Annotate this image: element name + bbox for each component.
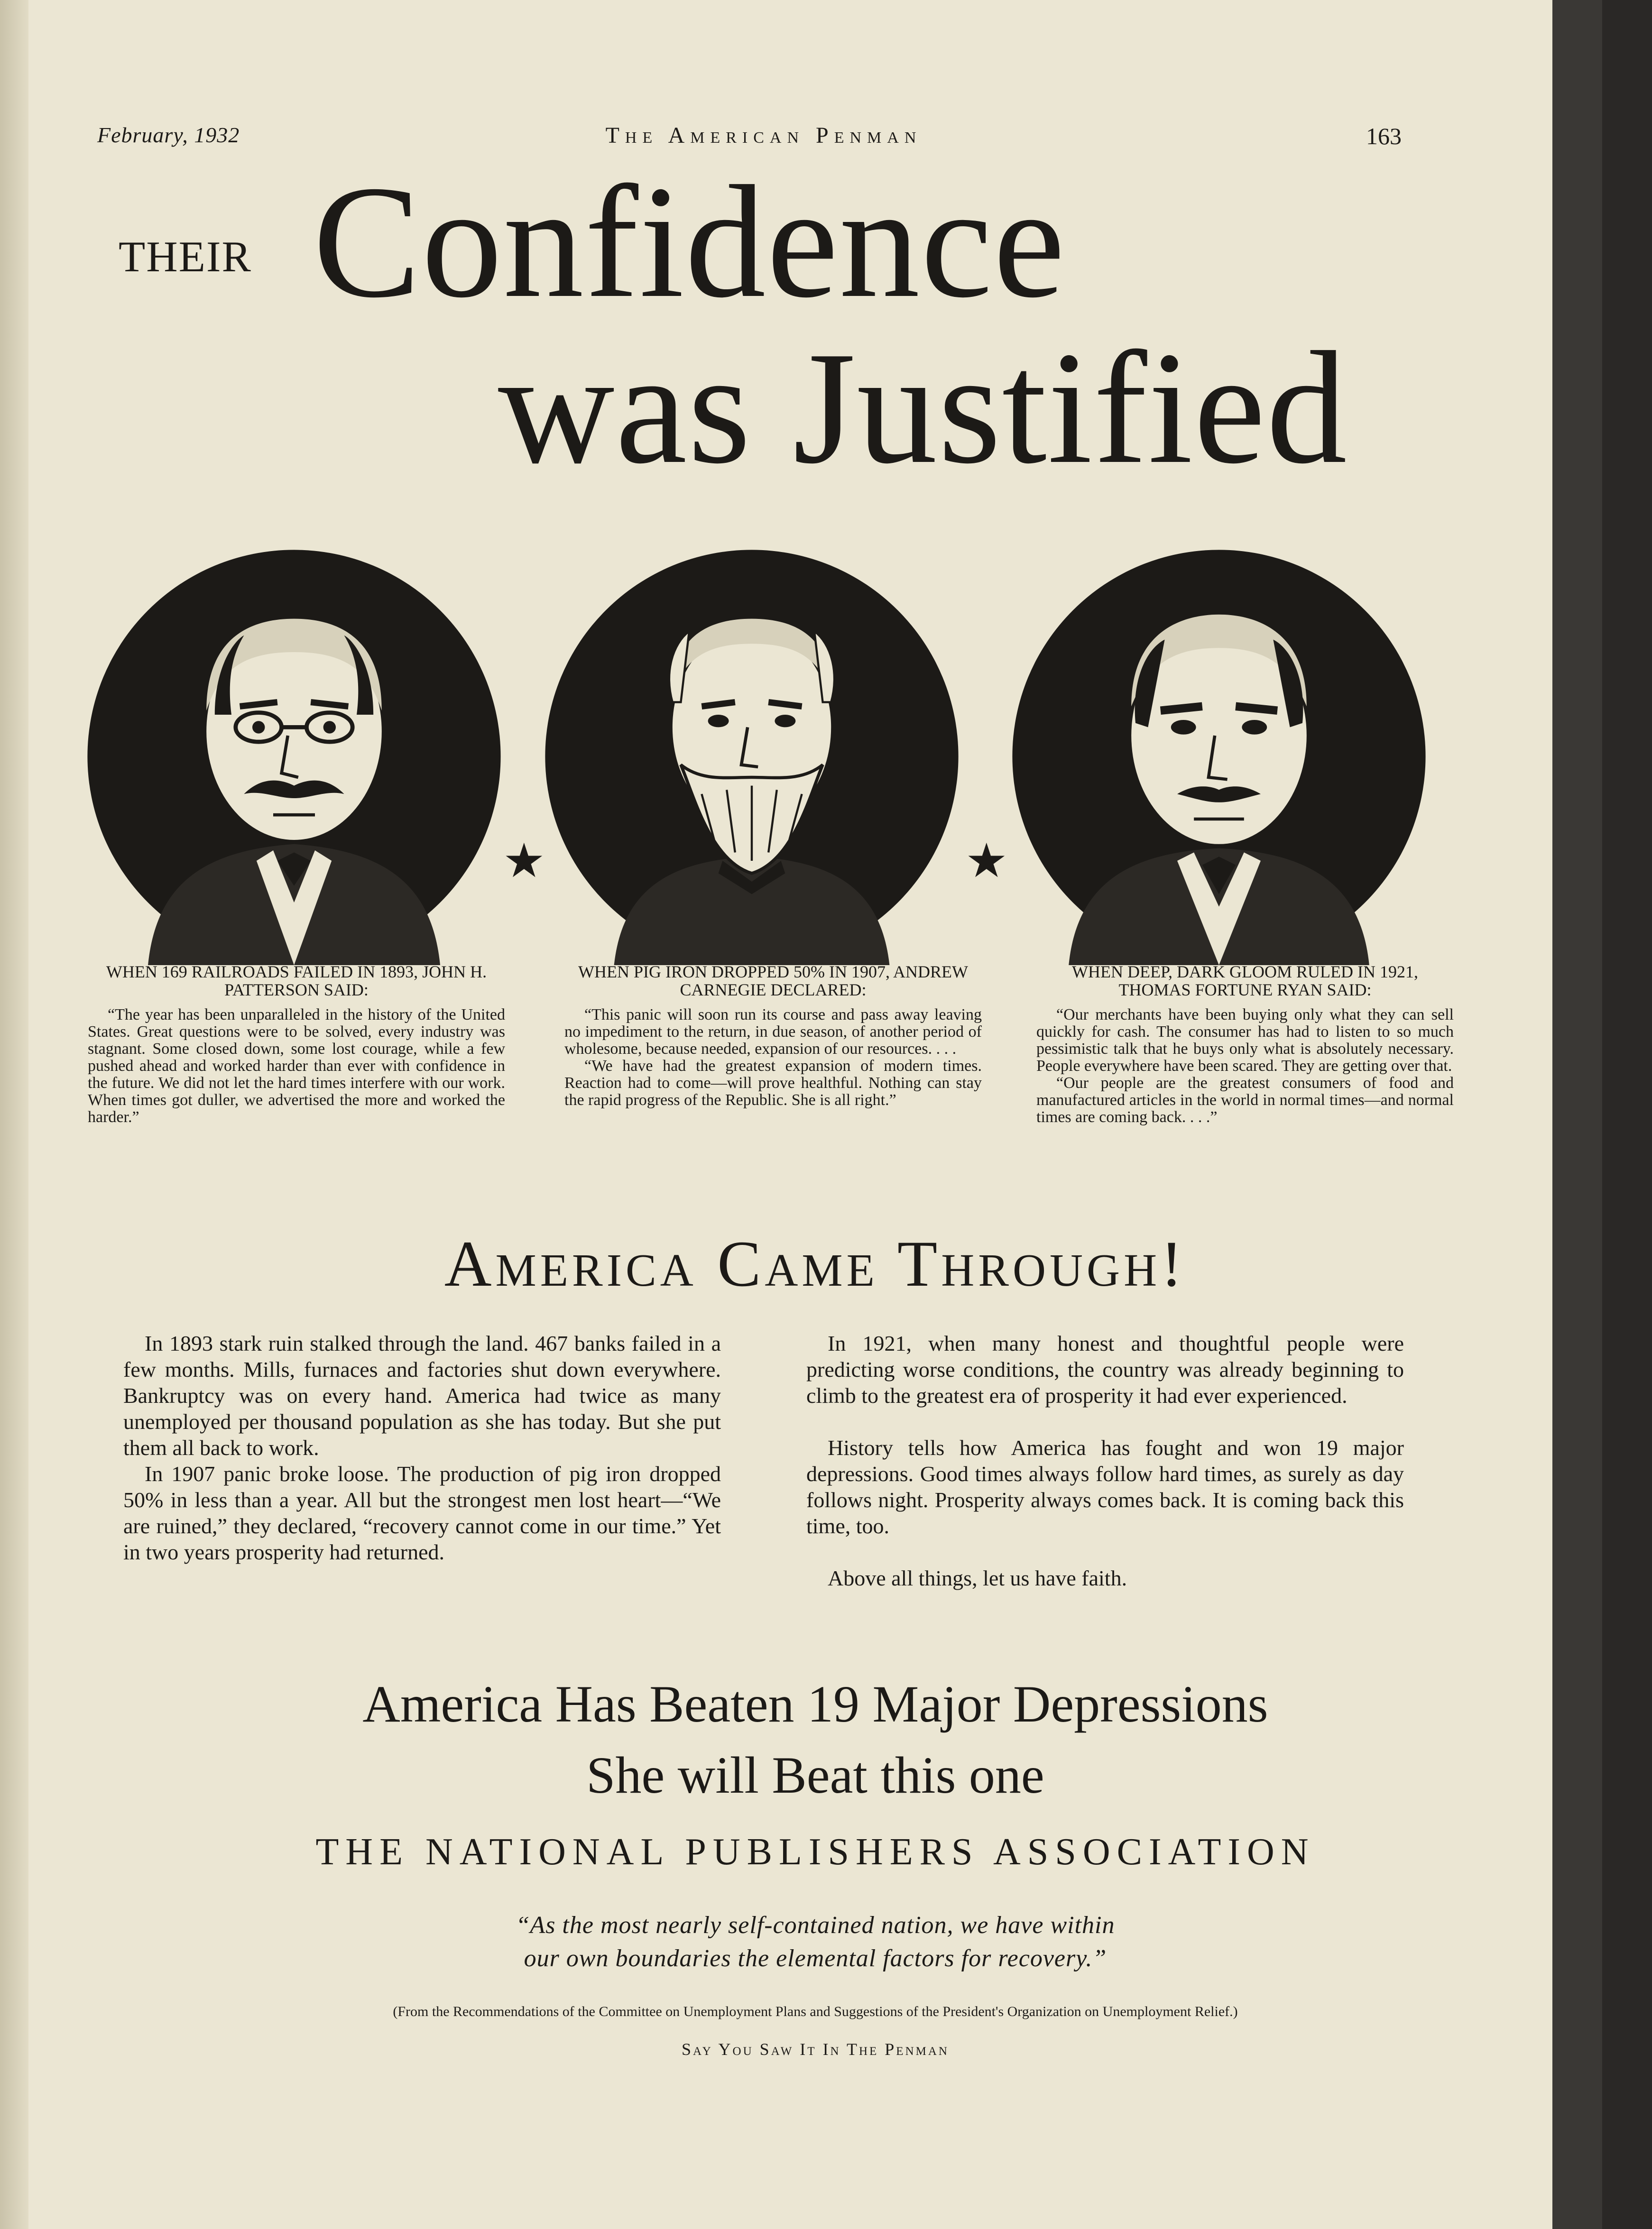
source-note: (From the Recommendations of the Committee on Unemployment Plans and Suggestions of the President's Organization on Unemployment Relief.) (393, 2004, 1238, 2019)
motto-line: our own boundaries the elemental factors for recovery.” (524, 1945, 1107, 1972)
star-icon: ★ (503, 833, 545, 888)
body-column-right (806, 1330, 1404, 1591)
magazine-page (28, 0, 1602, 2229)
closing-headline: America Has Beaten 19 Major Depressions (362, 1675, 1268, 1733)
body-column-left (123, 1330, 721, 1565)
portrait-ryan-image (1010, 548, 1428, 965)
body-paragraph: Above all things, let us have faith. (828, 1566, 1127, 1590)
running-head-title: The American Penman (605, 123, 922, 148)
quote-paragraph: “We have had the greatest expansion of modern times. Reaction had to come—will prove healthful. Nothing can stay the rapid progress of the Republic. She is all right.” (564, 1057, 982, 1109)
body-paragraph: In 1907 panic broke loose. The production of pig iron dropped 50% in less than a year. All but the strongest men lost heart—“We are ruined,” they declared, “recovery cannot come in our time.” Yet in two years prosperity had returned. (123, 1462, 721, 1564)
quote-paragraph: “The year has been unparalleled in the history of the United States. Great questions were to be solved, every industry was stagnant. Some closed down, some lost courage, while a few pushed ahead and worked harder than ever with confidence in the future. We did not let the hard times interfere with our work. When times got duller, we advertised the more and worked the harder.” (88, 1006, 505, 1126)
page-edge-shadow (1552, 0, 1602, 2229)
star-icon: ★ (965, 833, 1008, 888)
organization-name: THE NATIONAL PUBLISHERS ASSOCIATION (315, 1831, 1315, 1873)
body-paragraph: In 1921, when many honest and thoughtful people were predicting worse conditions, the country was already beginning to climb to the greatest era of prosperity it had ever experienced. (806, 1331, 1404, 1408)
footer-tagline: Say You Saw It In The Penman (682, 2040, 949, 2059)
quote-paragraph: “This panic will soon run its course and pass away leaving no impediment to the return, in due season, of another period of wholesome, because needed, expansion of our resources. . . . (564, 1006, 982, 1058)
headline-was-justified: was Justified (498, 318, 1348, 497)
section-heading: America Came Through! (444, 1227, 1187, 1300)
quote-column-patterson (88, 963, 505, 1126)
quote-heading: WHEN PIG IRON DROPPED 50% IN 1907, ANDREW CARNEGIE DECLARED: (578, 962, 968, 999)
quote-paragraph: “Our people are the greatest consumers of food and manufactured articles in the world in normal times—and normal times are coming back. . . .” (1036, 1074, 1454, 1126)
running-head-date: February, 1932 (97, 123, 240, 147)
quote-heading: WHEN DEEP, DARK GLOOM RULED IN 1921, THOMAS FORTUNE RYAN SAID: (1072, 962, 1418, 999)
portrait-patterson-image (85, 548, 503, 965)
headline-confidence: Confidence (313, 152, 1066, 331)
quote-heading: WHEN 169 RAILROADS FAILED IN 1893, JOHN H. PATTERSON SAID: (106, 962, 487, 999)
body-paragraph: In 1893 stark ruin stalked through the land. 467 banks failed in a few months. Mills, furnaces and factories shut down everywhere. Bankruptcy was on every hand. America had twice as many unemployed per thousand population as she has today. But she put them all back to work. (123, 1331, 721, 1460)
motto-line: “As the most nearly self-contained nation, we have within (516, 1912, 1115, 1939)
headline-their: THEIR (119, 232, 252, 281)
quote-column-carnegie (564, 963, 982, 1109)
page-number: 163 (1366, 123, 1402, 149)
closing-subheadline: She will Beat this one (586, 1746, 1044, 1804)
quote-column-ryan (1036, 963, 1454, 1126)
body-paragraph: History tells how America has fought and won 19 major depressions. Good times always follow hard times, as surely as day follows night. Prosperity always comes back. It is coming back this time, too. (806, 1436, 1404, 1538)
quote-paragraph: “Our merchants have been buying only what they can sell quickly for cash. The consumer has had to listen to so much pessimistic talk that he buys only what is absolutely necessary. People everywhere have been scared. They are getting over that. (1036, 1006, 1454, 1075)
portrait-carnegie-image (543, 548, 960, 965)
binding-gutter (0, 0, 28, 2229)
